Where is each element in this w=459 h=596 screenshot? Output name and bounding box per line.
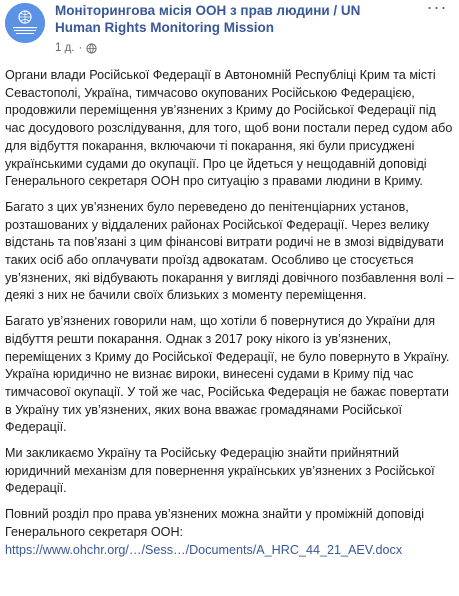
post-paragraph: Багато з цих ув’язнених було переведено до пенітенціарних установ, розташованих у віддалених районах Російської Федерації. Через велику відстань та пов’язані з цим фінансові витрати родичі не в змозі відвідувати таких осіб або оплачувати проїзд адвокатам. Особливо це стосується ув’язнених, які відбувають покарання у вигляді довічного позбавлення волі – деякі з них не бачили своїх близьких з моменту переміщення. xyxy=(5,199,454,303)
document-link[interactable]: https://www.ohchr.org/…/Sess…/Documents/A_HRC_44_21_AEV.docx xyxy=(5,542,403,557)
post-paragraph-last xyxy=(5,506,454,559)
post-text xyxy=(5,67,454,567)
un-human-rights-logo xyxy=(5,3,45,43)
post-header xyxy=(0,0,459,64)
meta-separator: · xyxy=(78,42,83,54)
post-timestamp[interactable]: 1 д. xyxy=(55,42,75,54)
post-paragraph: Органи влади Російської Федерації в Автономній Республіці Крим та місті Севастополі, Україна, тимчасово окупованих Російською Федерацією, продовжили переміщення ув’язнених з Криму до Російської Федерації під час досудового розслідування, для того, щоб вони постали перед судом або для відбуття покарання, включаючи ті покарання, які були присуджені українськими судами до окупації. Про це йдеться у нещодавній доповіді Генерального секретаря ООН про ситуацію з правами людини в Криму. xyxy=(5,68,453,189)
page-avatar[interactable] xyxy=(5,3,45,43)
page-name-link[interactable]: Моніторингова місія ООН з прав людини / UN Human Rights Monitoring Mission xyxy=(55,3,361,35)
more-options-icon[interactable]: ··· xyxy=(426,0,448,17)
globe-icon xyxy=(86,43,97,54)
post-paragraph: Ми закликаємо Україну та Російську Федерацію знайти прийнятний юридичний механізм для повернення українських ув’язнених з Російської Федерації. xyxy=(5,446,435,496)
last-paragraph-text: Повний розділ про права ув’язнених можна знайти у проміжній доповіді Генерального секретаря ООН: xyxy=(5,507,425,539)
post-meta xyxy=(55,42,97,54)
post-paragraph: Багато ув’язнених говорили нам, що хотіли б повернутися до України для відбуття решти покарання. Однак з 2017 року нікого із ув’язнених, переміщених з Криму до Російської Федерації, не було повернуто в Україну. Україна юридично не визнає вироки, винесені судами в Криму під час тимчасової окупації. У той же час, Російська Федерація не бажає повертати в Україну тих ув’язнених, яких вона вважає громадянами Російської Федерації. xyxy=(5,314,450,435)
